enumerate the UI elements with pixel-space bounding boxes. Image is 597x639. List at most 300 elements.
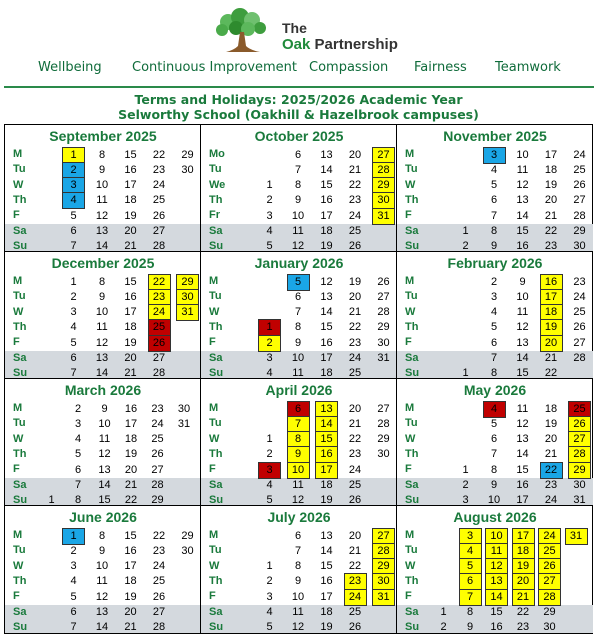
day-cell: 28 bbox=[377, 417, 390, 430]
weekday-label: F bbox=[13, 590, 20, 603]
day-cell bbox=[433, 529, 454, 544]
day-cell bbox=[177, 193, 198, 208]
day-cell: 10 bbox=[291, 590, 305, 603]
day-cell: 21 bbox=[348, 163, 362, 176]
day-cell: 25 bbox=[539, 544, 560, 559]
day-cell: 3 bbox=[63, 178, 84, 193]
day-cell: 3 bbox=[484, 148, 505, 163]
day-cell: 29 bbox=[151, 494, 164, 506]
weekday-label: Su bbox=[209, 239, 224, 252]
weekday-label: Sa bbox=[13, 351, 27, 364]
day-cell: 14 bbox=[95, 240, 109, 252]
day-cell: 24 bbox=[573, 148, 586, 161]
day-cell: 5 bbox=[490, 417, 498, 430]
day-cell: 22 bbox=[544, 225, 558, 237]
day-cell: 30 bbox=[377, 336, 390, 349]
day-cell bbox=[177, 605, 198, 620]
weekday-label: Th bbox=[405, 320, 419, 333]
weekday-label: W bbox=[405, 559, 416, 572]
day-cell bbox=[177, 320, 198, 335]
day-cell: 23 bbox=[544, 479, 558, 491]
weekday-label: M bbox=[13, 402, 23, 414]
weekday-label: W bbox=[209, 559, 220, 572]
day-cell: 5 bbox=[266, 240, 273, 252]
day-cell: 23 bbox=[151, 402, 164, 415]
weekday-label: Tu bbox=[209, 417, 222, 430]
weekday-label: Sa bbox=[405, 224, 419, 237]
weekday-label: Sa bbox=[405, 478, 419, 491]
weekday-label: Su bbox=[405, 366, 420, 379]
day-cell: 20 bbox=[124, 463, 138, 476]
weekday-label: M bbox=[209, 529, 219, 541]
month-block bbox=[397, 506, 593, 633]
day-cell: 8 bbox=[490, 225, 498, 237]
day-cell: 18 bbox=[124, 194, 137, 207]
day-cell: 4 bbox=[74, 433, 82, 446]
day-cell: 22 bbox=[348, 560, 362, 573]
day-cell: 31 bbox=[573, 494, 586, 506]
day-cell: 5 bbox=[70, 209, 77, 222]
day-cell: 2 bbox=[440, 621, 447, 633]
day-cell: 17 bbox=[124, 306, 137, 319]
day-cell: 25 bbox=[151, 433, 164, 446]
day-cell: 27 bbox=[151, 463, 164, 476]
day-cell: 27 bbox=[373, 529, 394, 544]
weekday-label: W bbox=[13, 178, 24, 191]
day-cell: 10 bbox=[291, 209, 305, 222]
day-cell bbox=[177, 239, 198, 252]
day-cell: 19 bbox=[124, 336, 137, 349]
day-cell: 29 bbox=[181, 529, 194, 542]
day-cell: 26 bbox=[152, 590, 166, 603]
weekday-label: M bbox=[405, 402, 415, 414]
weekday-label: Tu bbox=[405, 544, 418, 557]
day-cell: 10 bbox=[516, 290, 529, 303]
day-cell bbox=[433, 590, 454, 605]
weekday-label: Th bbox=[209, 320, 223, 333]
day-cell: 12 bbox=[516, 179, 529, 192]
weekday-label: M bbox=[209, 275, 219, 287]
day-cell: 5 bbox=[490, 321, 498, 334]
day-cell: 28 bbox=[373, 163, 394, 178]
day-cell bbox=[433, 544, 454, 559]
weekday-label: M bbox=[405, 275, 415, 287]
day-cell: 23 bbox=[573, 275, 586, 288]
day-cell: 28 bbox=[151, 479, 164, 491]
day-cell: 29 bbox=[373, 178, 394, 193]
day-cell: 20 bbox=[348, 402, 362, 415]
day-cell: 12 bbox=[95, 590, 109, 603]
day-cell: 18 bbox=[544, 163, 558, 176]
day-cell: 8 bbox=[98, 148, 106, 161]
day-cell bbox=[373, 478, 394, 493]
day-cell: 13 bbox=[516, 194, 529, 207]
day-cell: 26 bbox=[149, 336, 170, 351]
day-cell: 26 bbox=[348, 240, 362, 252]
day-cell bbox=[174, 493, 195, 506]
day-cell: 7 bbox=[70, 621, 77, 633]
day-cell: 7 bbox=[490, 448, 498, 461]
month-name: February 2026 bbox=[447, 255, 543, 271]
day-cell: 16 bbox=[124, 290, 137, 303]
month-block bbox=[201, 125, 397, 252]
day-cell bbox=[455, 275, 476, 290]
day-cell: 21 bbox=[348, 544, 362, 557]
day-cell: 28 bbox=[152, 240, 166, 252]
weekday-label: M bbox=[405, 148, 415, 160]
day-cell: 5 bbox=[490, 179, 498, 192]
day-cell: 4 bbox=[460, 544, 481, 559]
day-cell bbox=[259, 305, 280, 320]
day-cell: 27 bbox=[377, 290, 390, 303]
day-cell: 15 bbox=[490, 606, 503, 618]
day-cell bbox=[373, 493, 394, 506]
day-cell bbox=[174, 432, 195, 447]
day-cell: 7 bbox=[288, 417, 309, 432]
day-cell: 26 bbox=[152, 209, 166, 222]
day-cell: 14 bbox=[320, 163, 333, 176]
day-cell: 2 bbox=[266, 575, 273, 588]
day-cell: 4 bbox=[266, 479, 273, 491]
day-cell: 5 bbox=[460, 559, 481, 574]
oak-tree-icon bbox=[212, 8, 276, 54]
day-cell: 17 bbox=[541, 290, 562, 305]
day-cell: 12 bbox=[98, 448, 111, 461]
day-cell: 23 bbox=[152, 544, 166, 557]
day-cell: 15 bbox=[316, 432, 337, 447]
day-cell: 19 bbox=[320, 494, 333, 506]
day-cell: 2 bbox=[462, 479, 469, 491]
day-cell bbox=[373, 620, 394, 633]
day-cell: 5 bbox=[266, 494, 273, 506]
day-cell: 25 bbox=[149, 320, 170, 335]
day-cell: 19 bbox=[124, 209, 137, 222]
day-cell bbox=[433, 574, 454, 589]
day-cell: 7 bbox=[294, 544, 302, 557]
day-cell: 6 bbox=[460, 574, 481, 589]
weekday-label: Tu bbox=[405, 163, 418, 176]
day-cell: 20 bbox=[348, 290, 362, 303]
day-cell: 26 bbox=[348, 621, 362, 633]
weekday-label: Sa bbox=[13, 224, 27, 237]
day-cell: 27 bbox=[539, 574, 560, 589]
day-cell: 19 bbox=[320, 240, 333, 252]
day-cell: 5 bbox=[70, 590, 77, 603]
day-cell bbox=[455, 148, 476, 163]
day-cell: 22 bbox=[152, 529, 166, 542]
weekday-label: Th bbox=[13, 447, 27, 460]
day-cell: 29 bbox=[181, 148, 194, 161]
day-cell: 6 bbox=[294, 148, 302, 161]
day-cell: 3 bbox=[490, 290, 498, 303]
weekday-label: Sa bbox=[405, 605, 419, 618]
day-cell: 3 bbox=[70, 560, 77, 573]
day-cell: 15 bbox=[124, 275, 137, 288]
day-cell: 14 bbox=[98, 479, 111, 491]
weekday-label: We bbox=[209, 178, 226, 191]
day-cell bbox=[41, 402, 62, 417]
day-cell: 7 bbox=[490, 209, 498, 222]
day-cell: 11 bbox=[292, 225, 304, 237]
weekday-label: F bbox=[13, 336, 20, 349]
day-cell: 20 bbox=[124, 225, 137, 237]
day-cell: 13 bbox=[316, 402, 337, 417]
day-cell: 8 bbox=[98, 275, 106, 288]
day-cell: 26 bbox=[348, 494, 362, 506]
weekday-label: Th bbox=[405, 193, 419, 206]
weekday-label: F bbox=[405, 590, 412, 603]
day-cell bbox=[455, 402, 476, 417]
day-cell: 15 bbox=[320, 179, 333, 192]
weekday-label: W bbox=[405, 432, 416, 445]
day-cell: 28 bbox=[573, 352, 586, 364]
day-cell: 9 bbox=[98, 290, 106, 303]
day-cell: 6 bbox=[70, 225, 77, 237]
day-cell: 9 bbox=[490, 240, 498, 252]
day-cell: 24 bbox=[544, 494, 558, 506]
day-cell: 13 bbox=[95, 352, 109, 364]
day-cell: 28 bbox=[377, 306, 390, 319]
month-name: July 2026 bbox=[267, 509, 331, 525]
month-block bbox=[5, 252, 201, 379]
day-cell: 25 bbox=[152, 194, 166, 207]
day-cell: 24 bbox=[149, 305, 170, 320]
day-cell: 28 bbox=[152, 367, 166, 379]
value-continuous-improvement: Continuous Improvement bbox=[132, 60, 298, 75]
day-cell: 19 bbox=[320, 621, 333, 633]
day-cell: 26 bbox=[573, 179, 586, 192]
day-cell: 27 bbox=[573, 336, 586, 349]
day-cell: 21 bbox=[124, 367, 137, 379]
weekday-label: Tu bbox=[405, 290, 418, 303]
day-cell: 7 bbox=[294, 306, 302, 319]
day-cell: 1 bbox=[63, 148, 84, 163]
value-fairness: Fairness bbox=[414, 60, 467, 75]
day-cell: 16 bbox=[516, 479, 529, 491]
day-cell: 7 bbox=[70, 240, 77, 252]
day-cell bbox=[455, 432, 476, 447]
day-cell: 24 bbox=[348, 463, 362, 476]
weekday-label: Su bbox=[209, 620, 224, 633]
weekday-label: Su bbox=[209, 366, 224, 379]
day-cell: 17 bbox=[320, 590, 333, 603]
day-cell: 17 bbox=[320, 209, 333, 222]
day-cell: 31 bbox=[377, 352, 390, 364]
day-cell bbox=[373, 239, 394, 252]
day-cell: 9 bbox=[98, 544, 106, 557]
day-cell: 4 bbox=[70, 575, 77, 588]
day-cell: 30 bbox=[377, 448, 390, 461]
day-cell: 11 bbox=[516, 402, 529, 415]
day-cell: 4 bbox=[70, 321, 77, 334]
day-cell: 31 bbox=[177, 305, 198, 320]
day-cell: 23 bbox=[348, 448, 362, 461]
logo-text-the: The bbox=[282, 20, 307, 36]
day-cell: 30 bbox=[373, 574, 394, 589]
day-cell bbox=[455, 336, 476, 351]
day-cell bbox=[177, 590, 198, 605]
day-cell: 6 bbox=[294, 529, 302, 542]
day-cell bbox=[455, 290, 476, 305]
day-cell: 17 bbox=[124, 417, 138, 430]
day-cell: 22 bbox=[544, 367, 558, 379]
month-block bbox=[397, 252, 593, 379]
day-cell bbox=[259, 290, 280, 305]
calendar-title bbox=[0, 92, 597, 122]
day-cell: 29 bbox=[373, 559, 394, 574]
day-cell: 25 bbox=[573, 306, 586, 319]
day-cell: 10 bbox=[487, 494, 501, 506]
day-cell: 1 bbox=[266, 433, 273, 446]
day-cell: 15 bbox=[516, 225, 529, 237]
day-cell: 9 bbox=[490, 479, 498, 491]
day-cell: 14 bbox=[95, 367, 109, 379]
weekday-label: Tu bbox=[13, 544, 26, 557]
day-cell: 10 bbox=[95, 179, 109, 192]
day-cell: 20 bbox=[544, 433, 558, 446]
day-cell: 13 bbox=[516, 336, 529, 349]
day-cell: 16 bbox=[124, 163, 137, 176]
day-cell: 19 bbox=[541, 320, 562, 335]
day-cell: 24 bbox=[348, 209, 362, 222]
day-cell: 22 bbox=[516, 606, 530, 618]
day-cell: 7 bbox=[490, 352, 498, 364]
day-cell: 16 bbox=[320, 336, 333, 349]
day-cell: 3 bbox=[266, 209, 273, 222]
day-cell: 20 bbox=[541, 336, 562, 351]
day-cell: 1 bbox=[70, 275, 77, 288]
day-cell: 24 bbox=[151, 417, 164, 430]
day-cell: 15 bbox=[516, 463, 529, 476]
day-cell: 18 bbox=[541, 305, 562, 320]
day-cell: 21 bbox=[124, 240, 137, 252]
day-cell: 25 bbox=[348, 479, 362, 491]
day-cell bbox=[455, 178, 476, 193]
day-cell bbox=[177, 574, 198, 589]
day-cell: 21 bbox=[544, 209, 558, 222]
day-cell: 29 bbox=[377, 321, 390, 334]
day-cell: 29 bbox=[177, 275, 198, 290]
weekday-label: Su bbox=[13, 239, 28, 252]
day-cell: 1 bbox=[462, 463, 469, 476]
day-cell: 2 bbox=[74, 402, 82, 415]
weekday-label: Su bbox=[13, 620, 28, 633]
weekday-label: Th bbox=[209, 574, 223, 587]
month-block bbox=[201, 252, 397, 379]
day-cell bbox=[259, 417, 280, 432]
day-cell: 24 bbox=[152, 179, 166, 192]
day-cell: 8 bbox=[294, 179, 302, 192]
day-cell: 2 bbox=[63, 163, 84, 178]
day-cell: 12 bbox=[486, 559, 507, 574]
day-cell: 10 bbox=[516, 148, 529, 161]
day-cell: 21 bbox=[124, 479, 138, 491]
month-block bbox=[397, 125, 593, 252]
day-cell: 9 bbox=[294, 575, 302, 588]
day-cell: 21 bbox=[124, 621, 137, 633]
day-cell: 6 bbox=[490, 433, 498, 446]
weekday-label: W bbox=[209, 432, 220, 445]
day-cell: 13 bbox=[320, 290, 333, 303]
day-cell: 15 bbox=[320, 560, 333, 573]
day-cell: 5 bbox=[288, 275, 309, 290]
day-cell bbox=[566, 544, 587, 559]
day-cell: 28 bbox=[152, 621, 166, 633]
day-cell: 4 bbox=[266, 367, 273, 379]
day-cell: 7 bbox=[460, 590, 481, 605]
day-cell: 2 bbox=[266, 194, 273, 207]
day-cell: 27 bbox=[373, 148, 394, 163]
day-cell: 28 bbox=[373, 544, 394, 559]
day-cell: 6 bbox=[70, 352, 77, 364]
day-cell: 29 bbox=[377, 433, 390, 446]
weekday-label: Su bbox=[405, 239, 420, 252]
day-cell: 23 bbox=[149, 290, 170, 305]
day-cell: 1 bbox=[48, 494, 55, 506]
day-cell: 13 bbox=[516, 433, 529, 446]
day-cell: 18 bbox=[124, 321, 137, 334]
day-cell bbox=[566, 605, 587, 620]
day-cell: 24 bbox=[345, 590, 366, 605]
day-cell: 26 bbox=[377, 275, 390, 288]
weekday-label: W bbox=[405, 305, 416, 318]
day-cell: 11 bbox=[292, 479, 304, 491]
day-cell: 16 bbox=[320, 194, 333, 207]
day-cell: 12 bbox=[516, 321, 529, 334]
day-cell: 16 bbox=[490, 621, 503, 633]
day-cell: 24 bbox=[539, 529, 560, 544]
weekday-label: Tu bbox=[13, 290, 26, 303]
day-cell: 28 bbox=[569, 447, 590, 462]
weekday-label: F bbox=[209, 463, 216, 476]
day-cell: 6 bbox=[74, 463, 82, 476]
day-cell: 15 bbox=[124, 529, 137, 542]
day-cell: 28 bbox=[573, 209, 586, 222]
day-cell bbox=[566, 590, 587, 605]
day-cell: 23 bbox=[348, 336, 362, 349]
month-name: November 2025 bbox=[443, 128, 547, 144]
day-cell: 11 bbox=[96, 575, 108, 588]
day-cell bbox=[259, 163, 280, 178]
day-cell: 2 bbox=[266, 448, 273, 461]
day-cell bbox=[566, 620, 587, 633]
day-cell: 26 bbox=[151, 448, 164, 461]
day-cell: 17 bbox=[513, 529, 534, 544]
day-cell: 12 bbox=[516, 417, 529, 430]
day-cell: 10 bbox=[95, 306, 109, 319]
day-cell: 5 bbox=[70, 336, 77, 349]
day-cell bbox=[569, 366, 590, 379]
logo-text-oak: Oak bbox=[282, 36, 311, 53]
day-cell: 25 bbox=[569, 402, 590, 417]
day-cell: 31 bbox=[177, 417, 191, 430]
day-cell: 12 bbox=[320, 275, 333, 288]
day-cell: 16 bbox=[516, 240, 529, 252]
month-name: October 2025 bbox=[254, 128, 344, 144]
day-cell: 2 bbox=[70, 290, 77, 303]
day-cell: 25 bbox=[152, 575, 166, 588]
day-cell: 14 bbox=[516, 209, 529, 222]
weekday-label: Sa bbox=[13, 478, 27, 491]
day-cell: 30 bbox=[573, 479, 586, 491]
day-cell: 4 bbox=[266, 225, 273, 237]
header-divider bbox=[4, 86, 594, 88]
day-cell bbox=[177, 224, 198, 239]
day-cell: 7 bbox=[74, 479, 82, 491]
month-block bbox=[201, 379, 397, 506]
day-cell bbox=[373, 463, 394, 478]
day-cell: 19 bbox=[544, 179, 558, 192]
